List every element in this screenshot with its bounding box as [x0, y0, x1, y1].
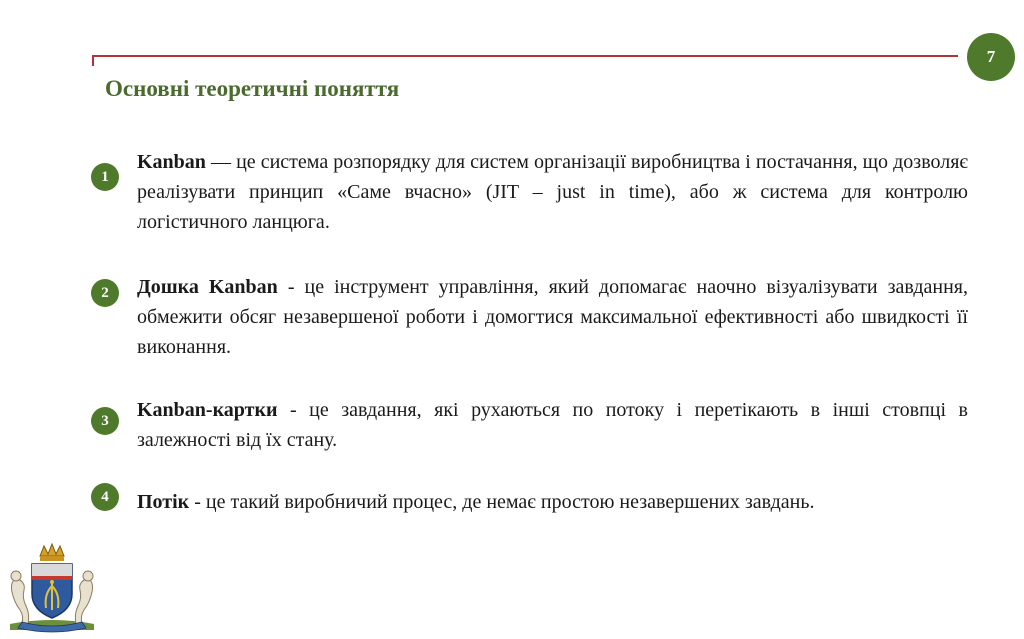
bullet-number-3: 3 [91, 407, 119, 435]
definition-term: Потік [137, 491, 190, 513]
definition-item-4 [137, 487, 968, 517]
definition-text: - це такий виробничий процес, де немає простою незавершених завдань. [189, 491, 815, 513]
page-number-badge: 7 [967, 33, 1015, 81]
definition-item-2 [137, 272, 968, 362]
bullet-number-2: 2 [91, 279, 119, 307]
header-divider [92, 55, 958, 57]
definition-term: Kanban [137, 151, 206, 173]
definition-item-1 [137, 147, 968, 237]
definition-text: - це завдання, які рухаються по потоку і перетікають в інші стовпці в залежності від їх стану. [137, 399, 968, 451]
definition-text: — це система розпорядку для систем організації виробництва і постачання, що дозволяє реалізувати принцип «Саме вчасно» (JIT – just in time), або ж система для контролю логістичного ланцюга. [137, 151, 968, 233]
definition-text: - це інструмент управління, який допомагає наочно візуалізувати завдання, обмежити обсяг незавершеної роботи і домогтися максимальної ефективності або швидкості її виконання. [137, 276, 968, 358]
definition-term: Дошка Kanban [137, 276, 278, 298]
header-divider-tick [92, 55, 94, 66]
bullet-number-4: 4 [91, 483, 119, 511]
definition-term: Kanban-картки [137, 399, 278, 421]
page-title: Основні теоретичні поняття [105, 76, 400, 101]
definition-item-3 [137, 395, 968, 455]
bullet-number-1: 1 [91, 163, 119, 191]
university-coat-of-arms-icon [2, 538, 102, 634]
